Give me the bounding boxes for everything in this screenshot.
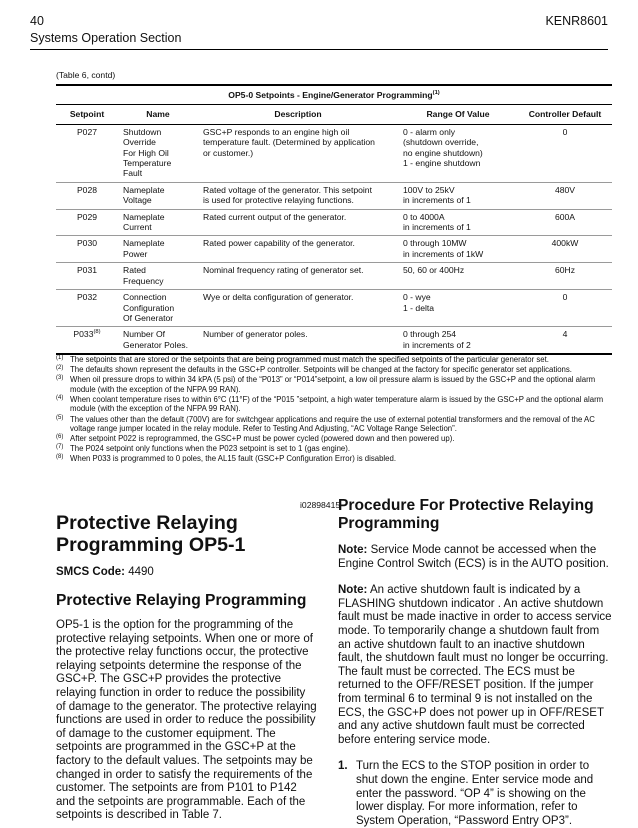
default-cell: 0 bbox=[518, 290, 612, 327]
setpoint-cell: P028 bbox=[56, 182, 118, 209]
footnote: (2) The defaults shown represent the defaults in the GSC+P controller. Setpoints will be changed at the factory for specific generator set applications. bbox=[56, 365, 572, 375]
column-header: Setpoint bbox=[56, 105, 118, 124]
subsection-title: Protective Relaying Programming bbox=[56, 592, 307, 609]
default-cell: 4 bbox=[518, 327, 612, 354]
name-cell: Connection Configuration Of Generator bbox=[118, 290, 198, 327]
default-cell: 60Hz bbox=[518, 263, 612, 290]
range-cell: 100V to 25kV in increments of 1 bbox=[398, 182, 518, 209]
name-cell: Nameplate Power bbox=[118, 236, 198, 263]
range-cell: 0 - alarm only (shutdown override, no engine shutdown) 1 - engine shutdown bbox=[398, 124, 518, 182]
table-title: OP5-0 Setpoints - Engine/Generator Programming$^{(1)}$ bbox=[56, 85, 612, 105]
name-cell: Rated Frequency bbox=[118, 263, 198, 290]
description-cell: Nominal frequency rating of generator set. bbox=[198, 263, 398, 290]
left-column bbox=[56, 500, 341, 823]
footnote: (7) The P024 setpoint only functions when the P023 setpoint is set to 1 (gas engine). bbox=[56, 444, 350, 454]
table-row bbox=[56, 327, 612, 354]
procedure-step-1: 1. Turn the ECS to the STOP position in order to shut down the engine. Enter service mode and enter the password. “OP 4” is showing on the lower display. For more information, refer to System Operation, “Password Entry OP3”. bbox=[338, 760, 594, 827]
setpoints-table bbox=[56, 84, 612, 355]
column-header: Description bbox=[198, 105, 398, 124]
column-header: Range Of Value bbox=[398, 105, 518, 124]
range-cell: 0 through 10MW in increments of 1kW bbox=[398, 236, 518, 263]
table-caption: (Table 6, contd) bbox=[56, 70, 116, 80]
name-cell: Nameplate Voltage bbox=[118, 182, 198, 209]
setpoint-cell: P027 bbox=[56, 124, 118, 182]
footnote: (8) When P033 is programmed to 0 poles, the AL15 fault (GSC+P Configuration Error) is disabled. bbox=[56, 454, 396, 464]
footnote: (3) When oil pressure drops to within 34 kPA (5 psi) of the “P013” or “P014”setpoint, a low oil pressure alarm is issued by the GSC+P and the optional alarm module (with the exception of the NFPA 99 RAN). bbox=[56, 375, 596, 394]
default-cell: 600A bbox=[518, 209, 612, 236]
description-cell: Wye or delta configuration of generator. bbox=[198, 290, 398, 327]
reference-id: i02898415 bbox=[300, 500, 341, 510]
name-cell: Number Of Generator Poles. bbox=[118, 327, 198, 354]
page-number: 40 bbox=[30, 14, 44, 28]
section-title: Protective Relaying Programming OP5-1 bbox=[56, 512, 246, 556]
body-paragraph: OP5-1 is the option for the programming of the protective relaying setpoints. When one or more of the protective relay functions occur, the protective relaying setpoints determine the response of the GSC+P. The GSC+P provides the protective relaying function in order to reduce the possibility of damage to the generator. The protective relaying functions are used in order to reduce the possibility of damage to the customer equipment. The setpoints are programmed in the GSC+P at the factory to the default values. The setpoints may be changed in order to satisfy the requirements of the customer. The setpoints are from P101 to P142 and the setpoints are programmable. Each of the setpoints is described in Table 7. bbox=[56, 619, 317, 822]
procedure-title: Procedure For Protective Relaying Programming bbox=[338, 497, 594, 532]
footnote: (1) The setpoints that are stored or the setpoints that are being programmed must match the specified setpoints of the particular generator set. bbox=[56, 355, 549, 364]
header-rule bbox=[30, 49, 608, 50]
default-cell: 400kW bbox=[518, 236, 612, 263]
description-cell: Number of generator poles. bbox=[198, 327, 398, 354]
setpoint-cell: P030 bbox=[56, 236, 118, 263]
table-footnotes bbox=[56, 355, 612, 465]
description-cell: Rated current output of the generator. bbox=[198, 209, 398, 236]
name-cell: Nameplate Current bbox=[118, 209, 198, 236]
table-row bbox=[56, 263, 612, 290]
range-cell: 0 - wye 1 - delta bbox=[398, 290, 518, 327]
table-row bbox=[56, 209, 612, 236]
column-header: Name bbox=[118, 105, 198, 124]
range-cell: 0 to 4000A in increments of 1 bbox=[398, 209, 518, 236]
setpoint-cell: P029 bbox=[56, 209, 118, 236]
smcs-code: SMCS Code: 4490 bbox=[56, 566, 154, 578]
document-id: KENR8601 bbox=[545, 14, 608, 28]
table-row bbox=[56, 236, 612, 263]
setpoint-cell: P031 bbox=[56, 263, 118, 290]
column-header: Controller Default bbox=[518, 105, 612, 124]
footnote: (6) After setpoint P022 is reprogrammed, the GSC+P must be power cycled (powered down and then powered up). bbox=[56, 434, 455, 444]
section-name: Systems Operation Section bbox=[30, 31, 182, 45]
footnote: (4) When coolant temperature rises to within 6°C (11°F) of the “P015 ”setpoint, a high water temperature alarm is issued by the GSC+P and the optional alarm module (with the exception of the NFPA 99 RAN). bbox=[56, 394, 604, 414]
description-cell: Rated voltage of the generator. This setpoint is used for protective relaying functions. bbox=[198, 182, 398, 209]
table-row bbox=[56, 124, 612, 182]
description-cell: GSC+P responds to an engine high oil temperature fault. (Determined by application or customer.) bbox=[198, 124, 398, 182]
range-cell: 50, 60 or 400Hz bbox=[398, 263, 518, 290]
setpoint-cell: P032 bbox=[56, 290, 118, 327]
name-cell: Shutdown Override For High Oil Temperature Fault bbox=[118, 124, 198, 182]
default-cell: 480V bbox=[518, 182, 612, 209]
note-service-mode: Note: Service Mode cannot be accessed when the Engine Control Switch (ECS) is in the AUTO position. bbox=[338, 544, 609, 570]
table-row bbox=[56, 182, 612, 209]
footnote: (5) The values other than the default (700V) are for switchgear applications and require the use of external potential transformers and the removal of the AC voltage range jumper located in the relay module. Refer to Testing And Adjusting, “AC Voltage Range Selection”. bbox=[56, 414, 595, 434]
range-cell: 0 through 254 in increments of 2 bbox=[398, 327, 518, 354]
setpoint-cell: P033$^{(8)}$ bbox=[56, 327, 118, 354]
default-cell: 0 bbox=[518, 124, 612, 182]
table-row bbox=[56, 290, 612, 327]
note-shutdown-fault: Note: An active shutdown fault is indicated by a FLASHING shutdown indicator . An active shutdown fault must be made inactive in order to access service mode. To temporarily change a shutdown fault from an active shutdown fault to an inactive shutdown fault, the shutdown fault must no longer be occurring. The fault must be corrected. The ECS must be returned to the OFF/RESET position. If the jumper from terminal 6 to terminal 9 is not installed on the ECS, the GSC+P does not power up in OFF/RESET and any active shutdown fault must be corrected before entering service mode. bbox=[338, 584, 612, 746]
right-column bbox=[338, 497, 612, 828]
description-cell: Rated power capability of the generator. bbox=[198, 236, 398, 263]
